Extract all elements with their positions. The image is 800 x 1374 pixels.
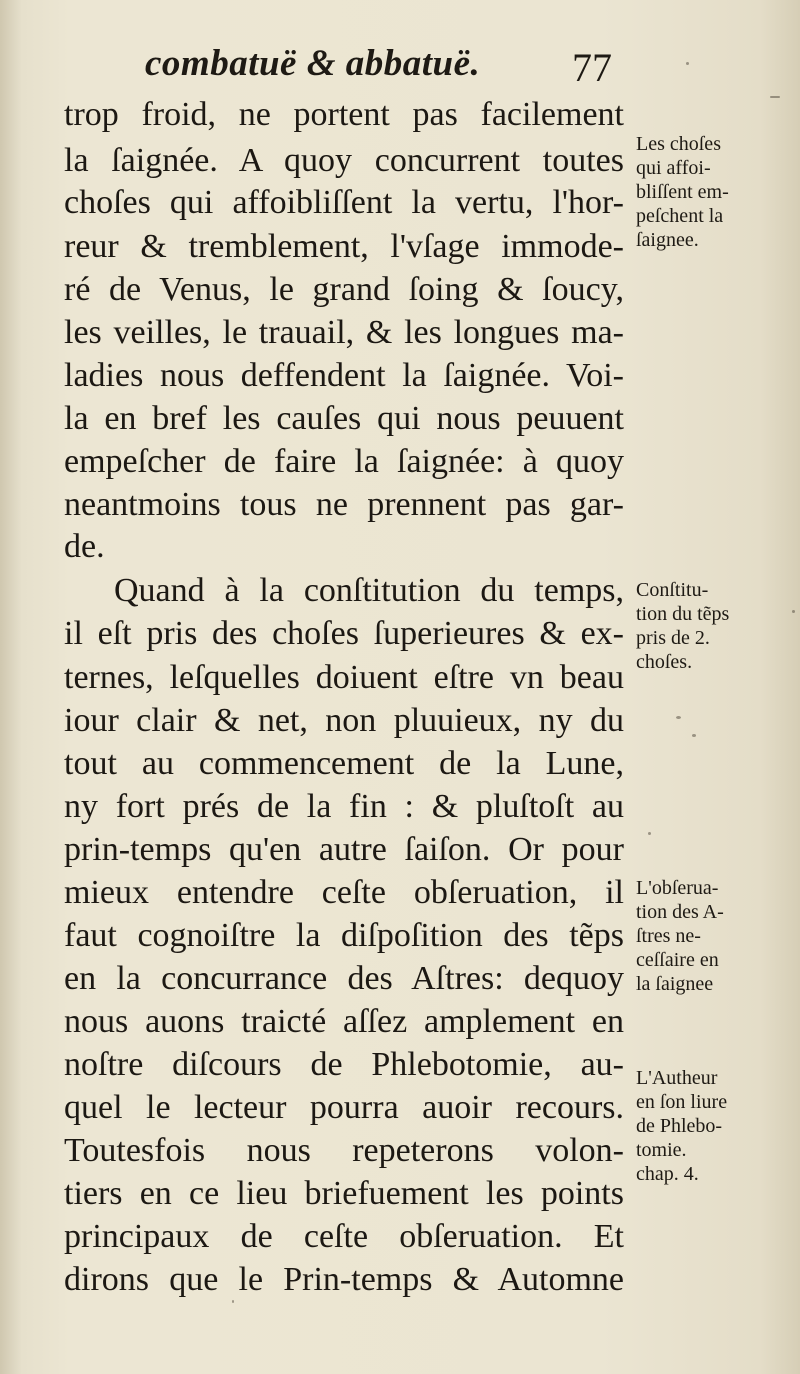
paper-speck bbox=[676, 716, 681, 719]
margin-note-line: choſes. bbox=[636, 651, 693, 673]
text-line: iour clair & net, non pluuieux, ny du bbox=[64, 702, 624, 739]
text-line: choſes qui affoibliſſent la vertu, l'hor- bbox=[64, 184, 624, 221]
text-line: ladies nous deffendent la ſaignée. Voi- bbox=[64, 357, 624, 394]
margin-note-line: tion des A- bbox=[636, 901, 724, 923]
text-line: tiers en ce lieu briefuement les points bbox=[64, 1175, 624, 1212]
paper-speck bbox=[686, 62, 689, 65]
text-line: trop froid, ne portent pas facilement bbox=[64, 96, 624, 133]
margin-note-line: bliſſent em- bbox=[636, 181, 729, 203]
text-line: ny fort prés de la fin : & pluſtoſt au bbox=[64, 788, 624, 825]
text-line: Quand à la conſtitution du temps, bbox=[114, 572, 624, 609]
margin-note-line: en ſon liure bbox=[636, 1091, 728, 1113]
text-line: la en bref les cauſes qui nous peuuent bbox=[64, 400, 624, 437]
margin-note-line: peſchent la bbox=[636, 205, 724, 227]
text-line: ternes, leſquelles doiuent eſtre vn beau bbox=[64, 659, 624, 696]
text-line: empeſcher de faire la ſaignée: à quoy bbox=[64, 443, 624, 480]
margin-note-line: ſtres ne- bbox=[636, 925, 701, 947]
margin-note-line: ſaignee. bbox=[636, 229, 699, 251]
text-line: mieux entendre ceſte obſeruation, il bbox=[64, 874, 624, 911]
text-line: nous auons traicté aſſez amplement en bbox=[64, 1003, 624, 1040]
margin-note-line: tion du tẽps bbox=[636, 603, 730, 625]
margin-note-line: pris de 2. bbox=[636, 627, 710, 649]
margin-note-line: qui affoi- bbox=[636, 157, 711, 179]
text-line: faut cognoiſtre la diſpoſition des tẽps bbox=[64, 917, 624, 954]
paper-speck bbox=[792, 610, 795, 613]
margin-note-observation bbox=[636, 876, 786, 996]
margin-note-line: ceſſaire en bbox=[636, 949, 719, 971]
text-line: la ſaignée. A quoy concurrent toutes bbox=[64, 142, 624, 179]
text-line: il eſt pris des choſes ſuperieures & ex- bbox=[64, 615, 624, 652]
text-line: ré de Venus, le grand ſoing & ſoucy, bbox=[64, 271, 624, 308]
page-number: 77 bbox=[572, 45, 612, 90]
margin-note-line: chap. 4. bbox=[636, 1163, 699, 1185]
text-line: principaux de ceſte obſeruation. Et bbox=[64, 1218, 624, 1255]
margin-note-author bbox=[636, 1066, 786, 1186]
paper-speck bbox=[692, 734, 696, 737]
text-line: prin-temps qu'en autre ſaiſon. Or pour bbox=[64, 831, 624, 868]
text-line: noſtre diſcours de Phlebotomie, au- bbox=[64, 1046, 624, 1083]
margin-note-line: Les choſes bbox=[636, 133, 721, 155]
text-line: de. bbox=[64, 528, 105, 565]
text-line: quel le lecteur pourra auoir recours. bbox=[64, 1089, 624, 1126]
paper-speck bbox=[770, 96, 780, 98]
text-line: reur & tremblement, l'vſage immode- bbox=[64, 228, 624, 265]
paper-speck bbox=[648, 832, 651, 835]
margin-note-line: L'obſerua- bbox=[636, 877, 719, 899]
margin-note-line: Conſtitu- bbox=[636, 579, 709, 601]
text-line: en la concurrance des Aſtres: dequoy bbox=[64, 960, 624, 997]
margin-note-constitution bbox=[636, 578, 786, 674]
text-line: dirons que le Prin-temps & Automne bbox=[64, 1261, 624, 1298]
text-line: Toutesfois nous repeterons volon- bbox=[64, 1132, 624, 1169]
paper-speck bbox=[232, 1300, 234, 1303]
text-line: neantmoins tous ne prennent pas gar- bbox=[64, 486, 624, 523]
running-title: combatuë & abbatuë. bbox=[145, 43, 481, 84]
margin-note-line: tomie. bbox=[636, 1139, 687, 1161]
margin-note-line: la ſaignee bbox=[636, 973, 714, 995]
margin-note-line: de Phlebo- bbox=[636, 1115, 723, 1137]
text-line: les veilles, le trauail, & les longues ma- bbox=[64, 314, 624, 351]
margin-note-line: L'Autheur bbox=[636, 1067, 718, 1089]
margin-note-weakening bbox=[636, 132, 786, 252]
text-line: tout au commencement de la Lune, bbox=[64, 745, 624, 782]
